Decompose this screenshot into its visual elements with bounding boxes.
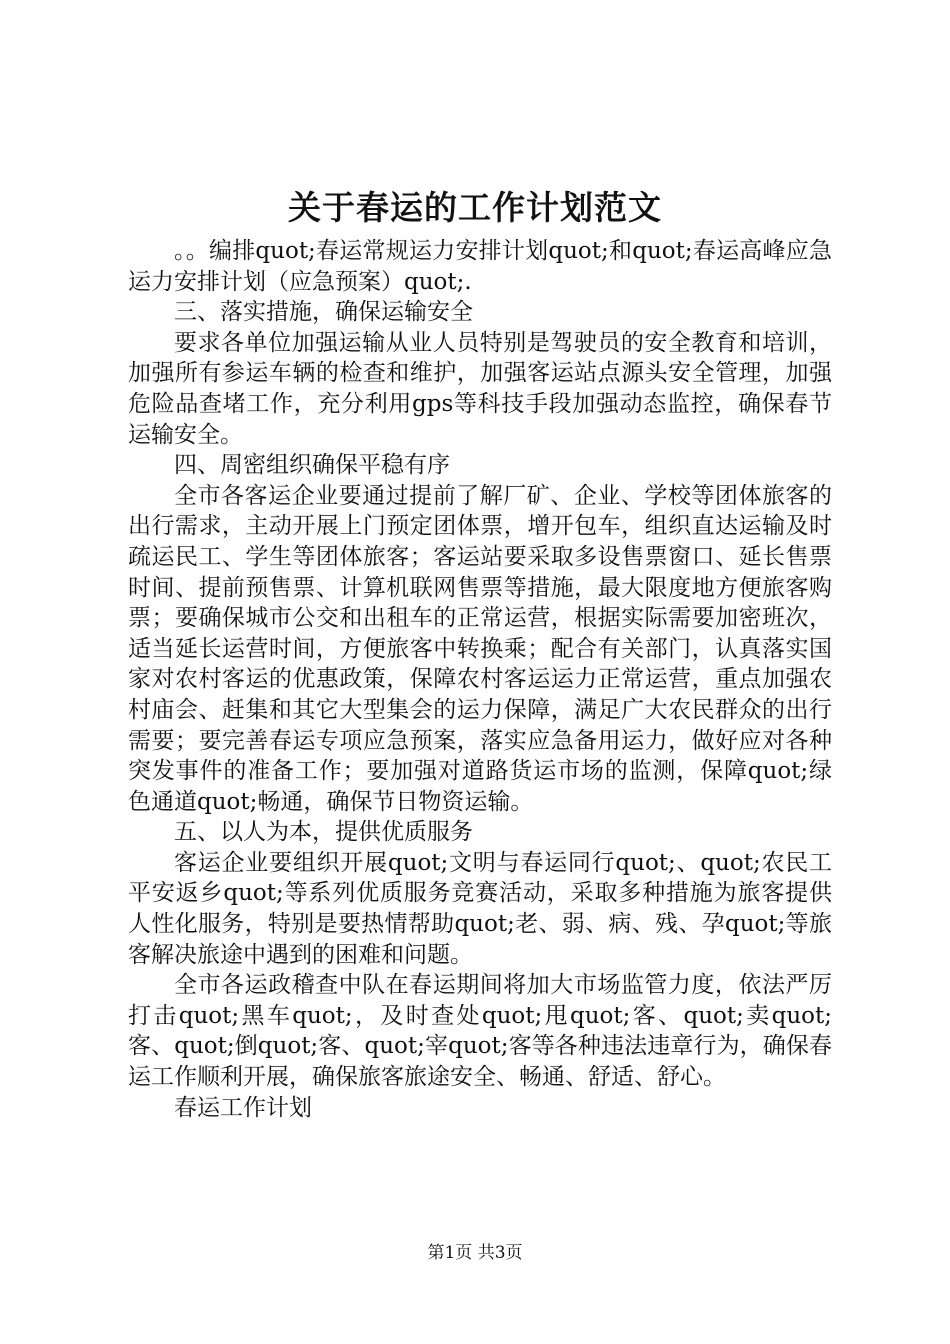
section-heading-4: 四、周密组织确保平稳有序 xyxy=(174,452,450,479)
page-number-footer: 第1页 共3页 xyxy=(427,1243,523,1263)
section-heading-3: 三、落实措施，确保运输安全 xyxy=(174,299,473,326)
paragraph-service: 客运企业要组织开展quot;文明与春运同行quot;、quot;农民工平安返乡quot;等系列优质服务竞赛活动，采取多种措施为旅客提供人性化服务，特别是要热情帮助quot;老、弱、病、残、孕quot;等旅客解决旅途中遇到的困难和问题。 xyxy=(128,849,832,968)
document-title: 关于春运的工作计划范文 xyxy=(288,188,662,227)
paragraph-organization: 全市各客运企业要通过提前了解厂矿、企业、学校等团体旅客的出行需求，主动开展上门预定团体票，增开包车，组织直达运输及时疏运民工、学生等团体旅客；客运站要采取多设售票窗口、延长售票时间、提前预售票、计算机联网售票等措施，最大限度地方便旅客购票；要确保城市公交和出租车的正常运营，根据实际需要加密班次，适当延长运营时间，方便旅客中转换乘；配合有关部门，认真落实国家对农村客运的优惠政策，保障农村客运运力正常运营，重点加强农村庙会、赶集和其它大型集会的运力保障，满足广大农民群众的出行需要；要完善春运专项应急预案，落实应急备用运力，做好应对各种突发事件的准备工作；要加强对道路货运市场的监测，保障quot;绿色通道quot;畅通，确保节日物资运输。 xyxy=(128,482,832,815)
closing-line: 春运工作计划 xyxy=(174,1094,312,1121)
section-heading-5: 五、以人为本，提供优质服务 xyxy=(174,819,473,846)
document-body xyxy=(128,236,832,1123)
paragraph-intro: 。。编排quot;春运常规运力安排计划quot;和quot;春运高峰应急运力安排计划（应急预案）quot;. xyxy=(128,238,832,295)
paragraph-enforcement: 全市各运政稽查中队在春运期间将加大市场监管力度，依法严厉打击quot;黑车quot;，及时查处quot;甩quot;客、quot;卖quot;客、quot;倒quot;客、quot;宰quot;客等各种违法违章行为，确保春运工作顺利开展，确保旅客旅途安全、畅通、舒适、舒心。 xyxy=(128,972,832,1091)
paragraph-safety: 要求各单位加强运输从业人员特别是驾驶员的安全教育和培训，加强所有参运车辆的检查和维护，加强客运站点源头安全管理，加强危险品查堵工作，充分利用gps等科技手段加强动态监控，确保春节运输安全。 xyxy=(128,329,832,448)
